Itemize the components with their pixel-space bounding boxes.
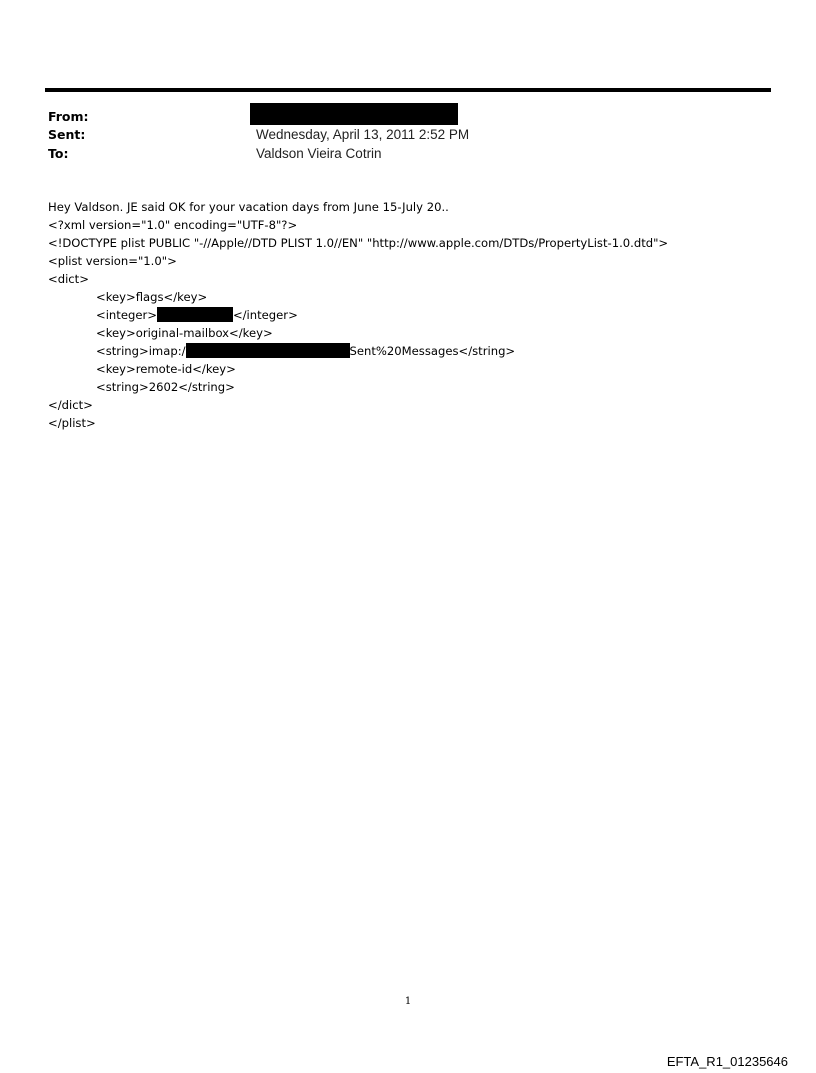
sent-value: Wednesday, April 13, 2011 2:52 PM (256, 127, 470, 142)
dict-close: </dict> (48, 398, 93, 412)
redaction-bar (157, 307, 233, 322)
plist-open: <plist version="1.0"> (48, 254, 177, 268)
dict-open: <dict> (48, 272, 89, 286)
key-flags: <key>flags</key> (96, 290, 208, 304)
integer-close: </integer> (232, 308, 298, 322)
to-label: To: (48, 146, 69, 161)
integer-line (48, 306, 668, 324)
plist-close: </plist> (48, 416, 96, 430)
string-imap-close: Sent%20Messages</string> (349, 344, 516, 358)
xml-declaration: <?xml version="1.0" encoding="UTF-8"?> (48, 218, 298, 232)
to-value: Valdson Vieira Cotrin (256, 146, 382, 161)
message-body (48, 198, 668, 432)
page-number: 1 (404, 996, 412, 1007)
key-mailbox: <key>original-mailbox</key> (96, 326, 273, 340)
from-label: From: (48, 109, 89, 124)
message-text: Hey Valdson. JE said OK for your vacation days from June 15-July 20.. (48, 200, 449, 214)
integer-open: <integer> (96, 308, 157, 322)
string-imap-open: <string>imap:/ (96, 344, 186, 358)
key-remote-id: <key>remote-id</key> (96, 362, 236, 376)
doctype-line: <!DOCTYPE plist PUBLIC "-//Apple//DTD PLIST 1.0//EN" "http://www.apple.com/DTDs/PropertyList-1.0.dtd"> (48, 236, 669, 250)
redaction-bar (250, 103, 458, 125)
header-rule (45, 88, 771, 92)
sent-label: Sent: (48, 127, 86, 142)
redaction-bar (186, 343, 350, 358)
string-remote-id: <string>2602</string> (96, 380, 235, 394)
from-redaction (250, 103, 458, 128)
string-imap-line (48, 342, 668, 360)
document-id: EFTA_R1_01235646 (666, 1054, 788, 1069)
